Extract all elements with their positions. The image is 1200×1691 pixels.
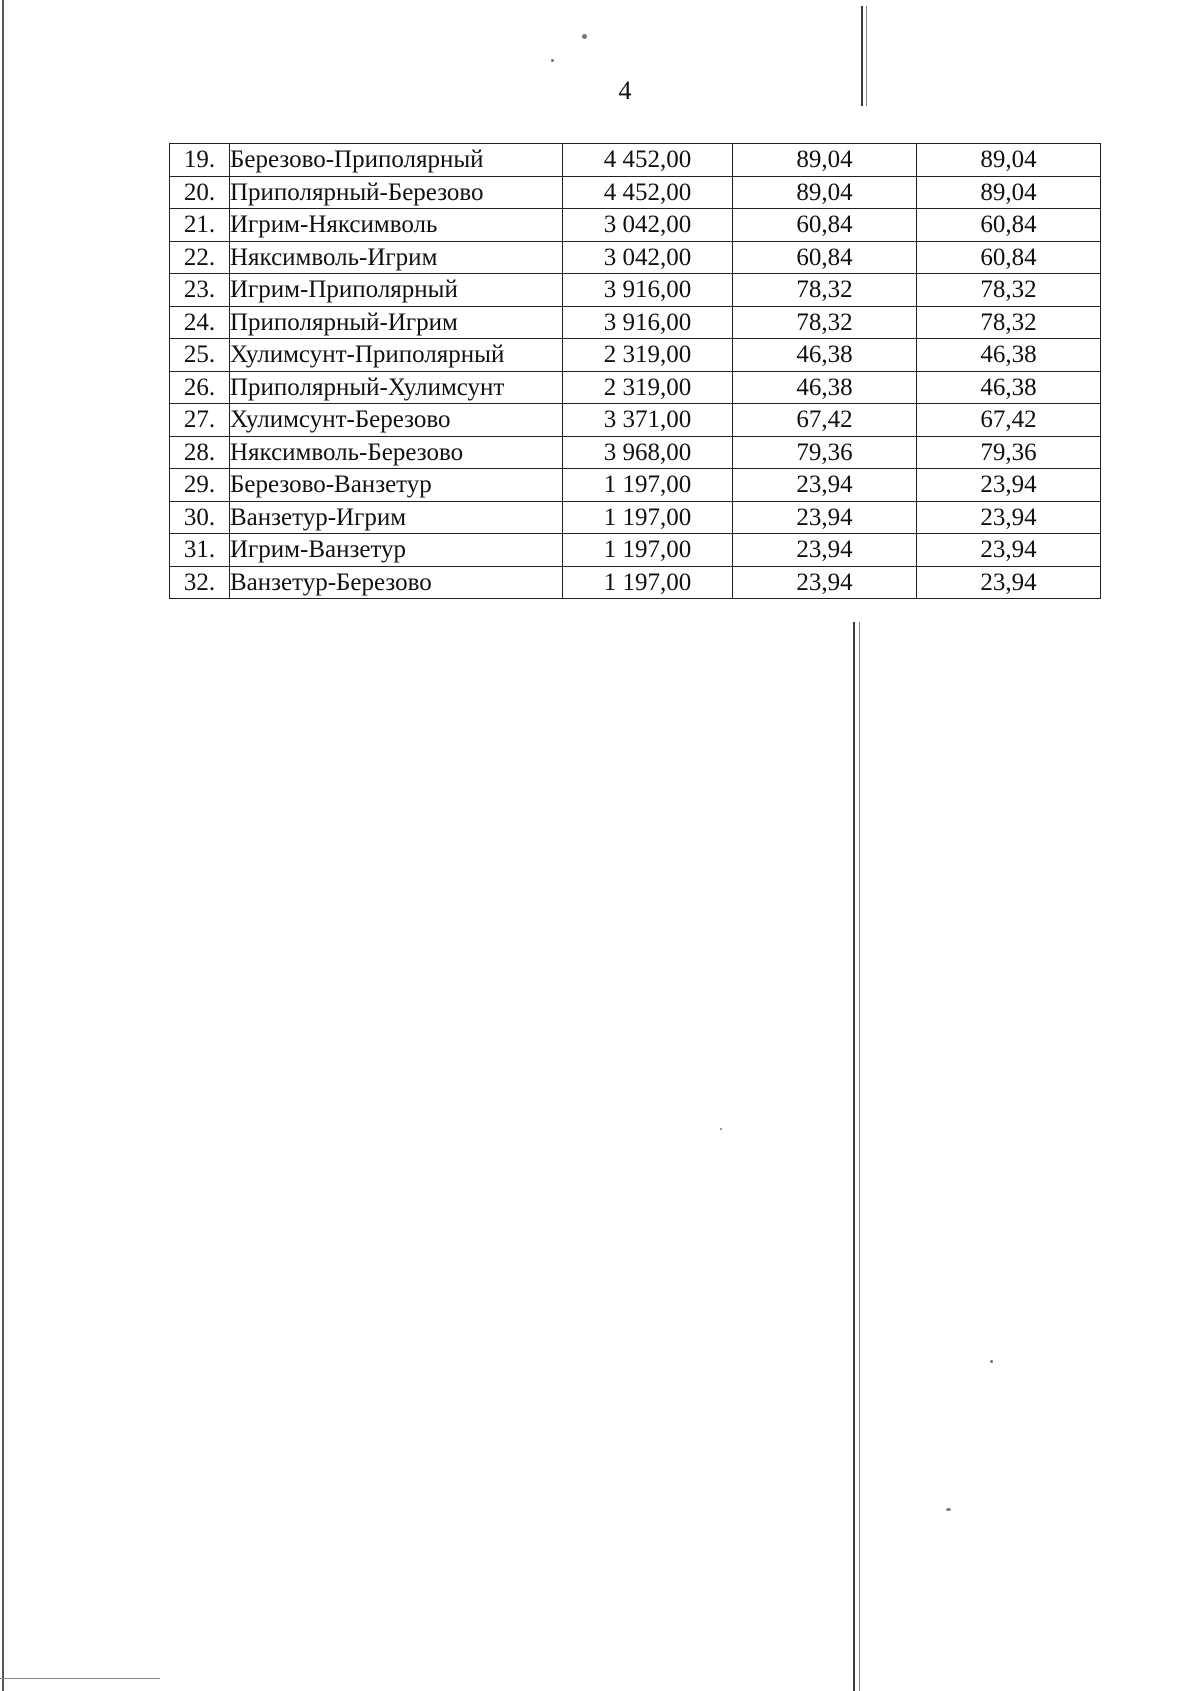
value-2-cell: 60,84 bbox=[917, 241, 1101, 274]
table-row bbox=[170, 306, 1101, 339]
scan-speck bbox=[990, 1360, 993, 1363]
price-cell: 1 197,00 bbox=[563, 501, 733, 534]
row-number-cell: 29. bbox=[170, 469, 230, 502]
row-number-cell: 20. bbox=[170, 176, 230, 209]
price-cell: 3 042,00 bbox=[563, 209, 733, 242]
table-row bbox=[170, 339, 1101, 372]
value-1-cell: 23,94 bbox=[733, 566, 917, 599]
value-1-cell: 67,42 bbox=[733, 404, 917, 437]
row-number-cell: 23. bbox=[170, 274, 230, 307]
scan-artifact-fold-line-2 bbox=[859, 622, 860, 1691]
value-2-cell: 46,38 bbox=[917, 371, 1101, 404]
route-name-cell: Березово-Ванзетур bbox=[230, 469, 563, 502]
price-cell: 4 452,00 bbox=[563, 144, 733, 177]
route-name-cell: Ванзетур-Игрим bbox=[230, 501, 563, 534]
price-cell: 3 042,00 bbox=[563, 241, 733, 274]
scan-artifact-bottom-edge bbox=[0, 1678, 160, 1679]
scan-artifact-left-edge bbox=[2, 0, 4, 1691]
value-1-cell: 60,84 bbox=[733, 209, 917, 242]
routes-table-body bbox=[170, 144, 1101, 599]
value-2-cell: 78,32 bbox=[917, 274, 1101, 307]
route-name-cell: Няксимволь-Березово bbox=[230, 436, 563, 469]
row-number-cell: 30. bbox=[170, 501, 230, 534]
scan-speck bbox=[551, 59, 554, 62]
value-2-cell: 23,94 bbox=[917, 501, 1101, 534]
value-2-cell: 23,94 bbox=[917, 534, 1101, 567]
table-row bbox=[170, 274, 1101, 307]
table-row bbox=[170, 436, 1101, 469]
page-number: 4 bbox=[618, 76, 632, 105]
value-2-cell: 60,84 bbox=[917, 209, 1101, 242]
value-1-cell: 23,94 bbox=[733, 501, 917, 534]
value-2-cell: 79,36 bbox=[917, 436, 1101, 469]
row-number-cell: 21. bbox=[170, 209, 230, 242]
price-cell: 1 197,00 bbox=[563, 534, 733, 567]
scan-speck bbox=[720, 1128, 722, 1130]
value-1-cell: 23,94 bbox=[733, 534, 917, 567]
price-cell: 3 968,00 bbox=[563, 436, 733, 469]
value-2-cell: 23,94 bbox=[917, 566, 1101, 599]
value-1-cell: 46,38 bbox=[733, 371, 917, 404]
table-row bbox=[170, 176, 1101, 209]
price-cell: 2 319,00 bbox=[563, 371, 733, 404]
table-row bbox=[170, 501, 1101, 534]
table-row bbox=[170, 144, 1101, 177]
scan-speck bbox=[946, 1508, 951, 1511]
row-number-cell: 25. bbox=[170, 339, 230, 372]
route-name-cell: Приполярный-Березово bbox=[230, 176, 563, 209]
row-number-cell: 32. bbox=[170, 566, 230, 599]
row-number-cell: 26. bbox=[170, 371, 230, 404]
table-row bbox=[170, 404, 1101, 437]
value-1-cell: 60,84 bbox=[733, 241, 917, 274]
value-2-cell: 67,42 bbox=[917, 404, 1101, 437]
price-cell: 2 319,00 bbox=[563, 339, 733, 372]
price-cell: 3 916,00 bbox=[563, 306, 733, 339]
route-name-cell: Игрим-Ванзетур bbox=[230, 534, 563, 567]
table-row bbox=[170, 534, 1101, 567]
route-name-cell: Игрим-Приполярный bbox=[230, 274, 563, 307]
route-name-cell: Хулимсунт-Приполярный bbox=[230, 339, 563, 372]
route-name-cell: Приполярный-Хулимсунт bbox=[230, 371, 563, 404]
price-cell: 1 197,00 bbox=[563, 566, 733, 599]
table-row bbox=[170, 469, 1101, 502]
value-1-cell: 89,04 bbox=[733, 144, 917, 177]
price-cell: 4 452,00 bbox=[563, 176, 733, 209]
table-row bbox=[170, 241, 1101, 274]
value-1-cell: 78,32 bbox=[733, 274, 917, 307]
table-row bbox=[170, 371, 1101, 404]
route-name-cell: Няксимволь-Игрим bbox=[230, 241, 563, 274]
table-row bbox=[170, 209, 1101, 242]
price-cell: 1 197,00 bbox=[563, 469, 733, 502]
row-number-cell: 22. bbox=[170, 241, 230, 274]
row-number-cell: 31. bbox=[170, 534, 230, 567]
price-cell: 3 916,00 bbox=[563, 274, 733, 307]
value-1-cell: 78,32 bbox=[733, 306, 917, 339]
value-2-cell: 89,04 bbox=[917, 176, 1101, 209]
value-1-cell: 23,94 bbox=[733, 469, 917, 502]
price-cell: 3 371,00 bbox=[563, 404, 733, 437]
row-number-cell: 24. bbox=[170, 306, 230, 339]
route-name-cell: Приполярный-Игрим bbox=[230, 306, 563, 339]
scan-artifact-fold-line bbox=[853, 622, 855, 1691]
route-name-cell: Березово-Приполярный bbox=[230, 144, 563, 177]
row-number-cell: 28. bbox=[170, 436, 230, 469]
scan-speck bbox=[582, 34, 587, 39]
value-1-cell: 89,04 bbox=[733, 176, 917, 209]
row-number-cell: 19. bbox=[170, 144, 230, 177]
route-name-cell: Ванзетур-Березово bbox=[230, 566, 563, 599]
row-number-cell: 27. bbox=[170, 404, 230, 437]
value-2-cell: 23,94 bbox=[917, 469, 1101, 502]
value-1-cell: 79,36 bbox=[733, 436, 917, 469]
table-row bbox=[170, 566, 1101, 599]
route-name-cell: Игрим-Няксимволь bbox=[230, 209, 563, 242]
value-2-cell: 89,04 bbox=[917, 144, 1101, 177]
value-2-cell: 78,32 bbox=[917, 306, 1101, 339]
value-2-cell: 46,38 bbox=[917, 339, 1101, 372]
route-name-cell: Хулимсунт-Березово bbox=[230, 404, 563, 437]
routes-table bbox=[169, 143, 1101, 599]
value-1-cell: 46,38 bbox=[733, 339, 917, 372]
